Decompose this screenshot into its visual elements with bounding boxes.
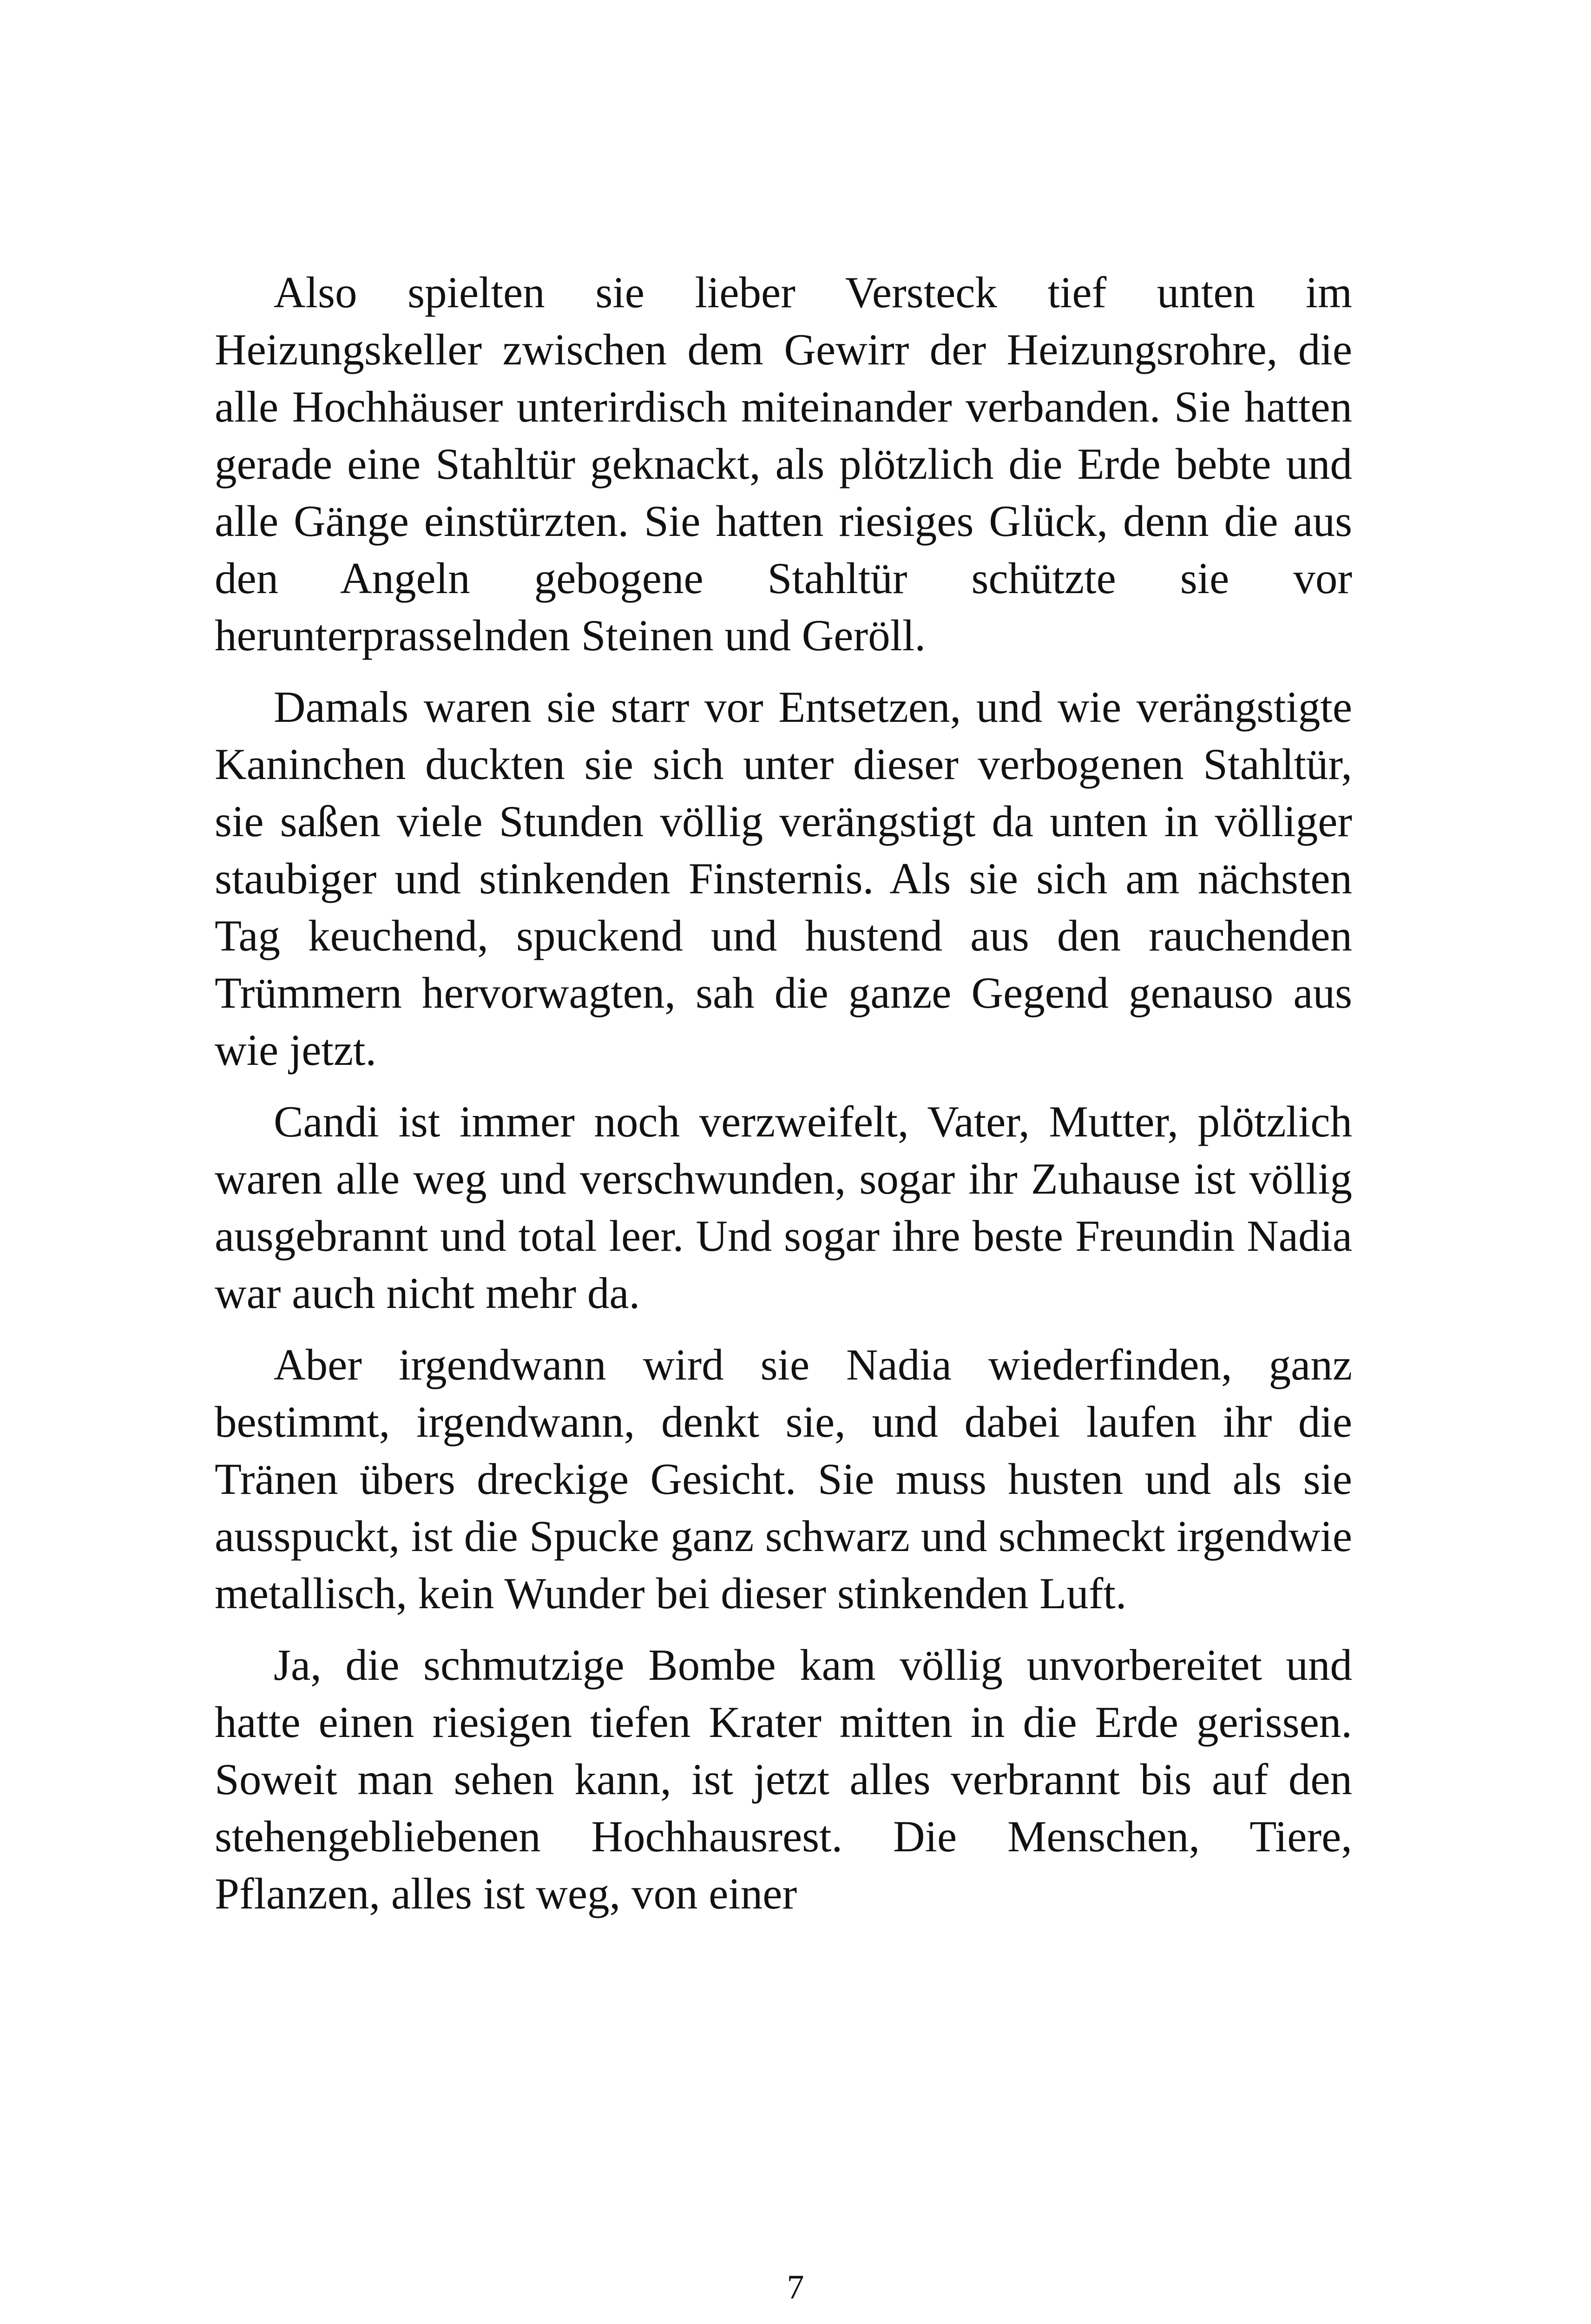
paragraph-3: Candi ist immer noch verzweifelt, Vater, Mutter, plötzlich waren alle weg und verschwunden, sogar ihr Zuhause ist völlig ausgebrannt und total leer. Und sogar ihre beste Freundin Nadia war auch nicht mehr da. [215,1097,1352,1318]
body-text [215,264,1352,1937]
page-number: 7 [787,2268,804,2306]
paragraph-1: Also spielten sie lieber Versteck tief unten im Heizungskeller zwischen dem Gewirr der Heizungsrohre, die alle Hochhäuser unterirdisch miteinander verbanden. Sie hatten gerade eine Stahltür geknackt, als plötzlich die Erde bebte und alle Gänge einstürzten. Sie hatten riesiges Glück, denn die aus den Angeln gebogene Stahltür schützte sie vor herunterprasselnden Steinen und Geröll. [215,268,1352,660]
paragraph-5: Ja, die schmutzige Bombe kam völlig unvorbereitet und hatte einen riesigen tiefen Krater mitten in die Erde gerissen. Soweit man sehen kann, ist jetzt alles verbrannt bis auf den stehengebliebenen Hochhausrest. Die Menschen, Tiere, Pflanzen, alles ist weg, von einer [215,1640,1352,1918]
paragraph-2: Damals waren sie starr vor Entsetzen, und wie verängstigte Kaninchen duckten sie sich unter dieser verbogenen Stahltür, sie saßen viele Stunden völlig verängstigt da unten in völliger staubiger und stinkenden Finsternis. Als sie sich am nächsten Tag keuchend, spuckend und hustend aus den rauchenden Trümmern hervorwagten, sah die ganze Gegend genauso aus wie jetzt. [215,682,1352,1075]
paragraph-4: Aber irgendwann wird sie Nadia wiederfinden, ganz bestimmt, irgendwann, denkt sie, und dabei laufen ihr die Tränen übers dreckige Gesicht. Sie muss husten und als sie ausspuckt, ist die Spucke ganz schwarz und schmeckt irgendwie metallisch, kein Wunder bei dieser stinkenden Luft. [215,1340,1352,1618]
